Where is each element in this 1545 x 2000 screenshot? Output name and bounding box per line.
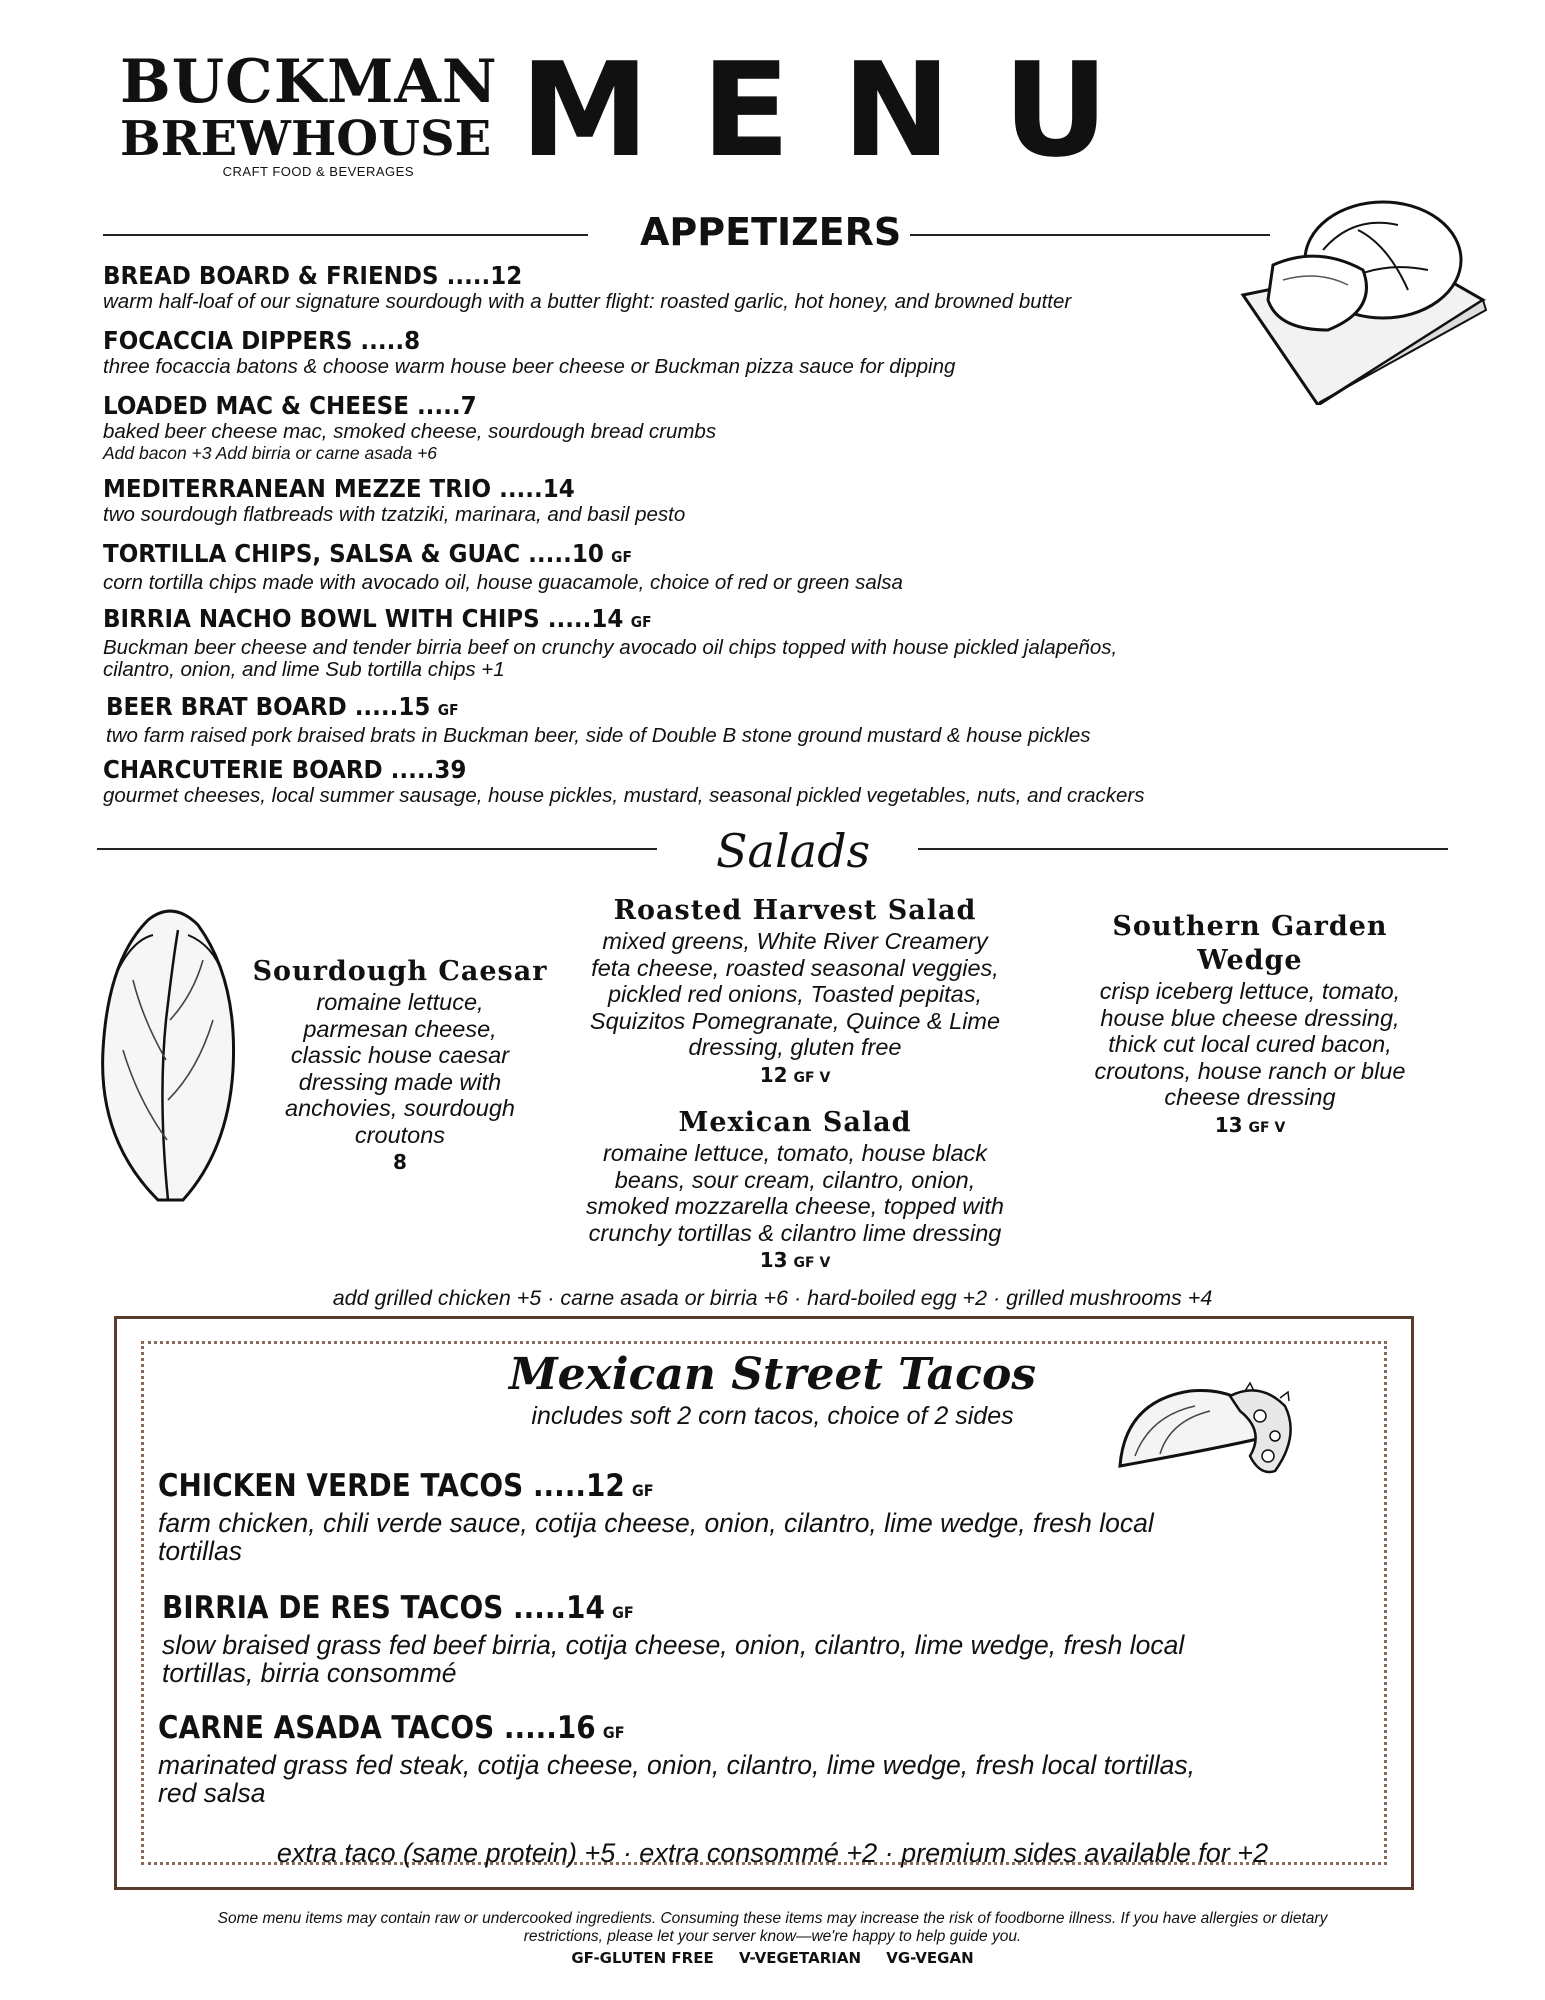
diet-tags: GF V <box>793 1069 831 1086</box>
gluten-free-tag: GF <box>631 1481 654 1500</box>
divider <box>910 234 1270 236</box>
appetizer-item <box>103 391 1283 463</box>
taco-item <box>158 1710 1358 1807</box>
salad-name: Sourdough Caesar <box>252 956 548 987</box>
item-description: two sourdough flatbreads with tzatziki, marinara, and basil pesto <box>103 503 686 526</box>
item-description: slow braised grass fed beef birria, cotija cheese, onion, cilantro, lime wedge, fresh local <box>162 1630 1185 1660</box>
divider <box>918 848 1448 850</box>
legend-gluten-free: GF-GLUTEN FREE <box>571 1949 714 1967</box>
salad-name: Wedge <box>1197 945 1303 976</box>
appetizer-item <box>103 326 1283 378</box>
gluten-free-tag: GF <box>611 548 632 566</box>
salad-name: Roasted Harvest Salad <box>613 895 977 926</box>
taco-item <box>158 1468 1358 1565</box>
logo-line-2: BREWHOUSE <box>120 111 492 167</box>
item-name: MEDITERRANEAN MEZZE TRIO .....14 <box>103 474 575 503</box>
salad-southern-garden-wedge <box>1065 910 1435 1142</box>
item-name: FOCACCIA DIPPERS .....8 <box>103 326 421 355</box>
logo-tagline: CRAFT FOOD & BEVERAGES <box>222 164 414 179</box>
item-name: BEER BRAT BOARD .....15 GF <box>106 692 459 721</box>
gluten-free-tag: GF <box>437 701 459 719</box>
legend-vegan: VG-VEGAN <box>886 1949 974 1967</box>
salad-price: 8 <box>393 1150 407 1174</box>
legend-vegetarian: V-VEGETARIAN <box>738 1949 862 1967</box>
item-description: three focaccia batons & choose warm house beer cheese or Buckman pizza sauce for dipping <box>103 355 956 378</box>
item-description: tortillas <box>158 1536 242 1566</box>
salad-name: Southern Garden <box>1112 911 1388 942</box>
item-addons: Add bacon +3 Add birria or carne asada +6 <box>103 443 438 463</box>
salad-description: romaine lettuce, <box>316 989 484 1015</box>
salads-heading: Salads <box>716 824 871 878</box>
appetizer-item <box>103 474 1283 526</box>
item-name: BIRRIA NACHO BOWL WITH CHIPS .....14 GF <box>103 604 652 633</box>
taco-extras: extra taco (same protein) +5 · extra consommé +2 · premium sides available for +2 <box>276 1838 1269 1868</box>
item-name: CARNE ASADA TACOS .....16 GF <box>158 1710 625 1746</box>
salad-description: anchovies, sourdough <box>285 1095 515 1121</box>
salad-description: smoked mozzarella cheese, topped with <box>586 1193 1004 1219</box>
salad-description: beans, sour cream, cilantro, onion, <box>614 1166 976 1193</box>
item-name: TORTILLA CHIPS, SALSA & GUAC .....10 GF <box>103 539 632 568</box>
romaine-lettuce-illustration <box>88 900 248 1210</box>
appetizer-item <box>103 755 1283 807</box>
salad-price: 13 GF V <box>1214 1112 1286 1137</box>
salad-price: 12 GF V <box>759 1062 831 1087</box>
salad-mexican <box>555 1106 1035 1277</box>
salad-addons: add grilled chicken +5 · carne asada or birria +6 · hard-boiled egg +2 · grilled mushrooms +4 <box>332 1286 1213 1310</box>
salad-description: parmesan cheese, <box>303 1015 497 1042</box>
item-description: red salsa <box>158 1778 266 1808</box>
salad-description: dressing made with <box>298 1068 502 1095</box>
tacos-title: Mexican Street Tacos <box>508 1349 1037 1400</box>
item-name: BREAD BOARD & FRIENDS .....12 <box>103 261 523 290</box>
item-description: corn tortilla chips made with avocado oil, house guacamole, choice of red or green salsa <box>103 571 903 594</box>
salad-description: croutons <box>354 1121 446 1148</box>
salad-roasted-harvest <box>555 894 1035 1092</box>
item-name: BIRRIA DE RES TACOS .....14 GF <box>162 1590 634 1626</box>
salad-description: croutons, house ranch or blue <box>1094 1057 1406 1084</box>
item-name: CHICKEN VERDE TACOS .....12 GF <box>158 1468 654 1504</box>
gluten-free-tag: GF <box>612 1603 634 1622</box>
salad-description: romaine lettuce, tomato, house black <box>602 1140 988 1166</box>
appetizer-item <box>103 261 1283 313</box>
salad-description: crisp iceberg lettuce, tomato, <box>1099 978 1401 1004</box>
tacos-subtitle: includes soft 2 corn tacos, choice of 2 sides <box>531 1402 1014 1430</box>
salad-description: classic house caesar <box>290 1042 510 1068</box>
salad-description: Squizitos Pomegranate, Quince & Lime <box>589 1007 1001 1034</box>
appetizer-item <box>103 539 1283 594</box>
gluten-free-tag: GF <box>630 613 652 631</box>
item-description: tortillas, birria consommé <box>162 1658 457 1688</box>
divider <box>97 848 657 850</box>
item-description: gourmet cheeses, local summer sausage, house pickles, mustard, seasonal pickled vegetables, nuts, and crackers <box>103 784 1145 807</box>
item-name: CHARCUTERIE BOARD .....39 <box>103 755 467 784</box>
salad-description: mixed greens, White River Creamery <box>602 928 988 954</box>
salad-description: pickled red onions, Toasted pepitas, <box>607 981 983 1007</box>
appetizers-heading: APPETIZERS <box>640 210 902 254</box>
appetizer-item <box>106 692 1286 747</box>
logo-line-1: BUCKMAN <box>120 47 498 117</box>
disclaimer-line: Some menu items may contain raw or undercooked ingredients. Consuming these items may increase the risk of foodborne illness. If you have allergies or dietary <box>217 1910 1328 1927</box>
disclaimer <box>100 1910 1445 1946</box>
item-description: cilantro, onion, and lime Sub tortilla chips +1 <box>103 658 505 681</box>
gluten-free-tag: GF <box>602 1723 625 1742</box>
appetizer-item <box>103 604 1283 681</box>
salad-name: Mexican Salad <box>678 1107 912 1138</box>
menu-title: MENU <box>520 34 1161 186</box>
salad-description: crunchy tortillas & cilantro lime dressing <box>588 1219 1002 1246</box>
item-description: Buckman beer cheese and tender birria beef on crunchy avocado oil chips topped with house pickled jalapeños, <box>103 636 1118 659</box>
disclaimer-line: restrictions, please let your server know—we're happy to help guide you. <box>523 1928 1022 1945</box>
diet-tags: GF V <box>793 1255 831 1271</box>
diet-legend <box>0 1949 1545 1967</box>
salad-description: dressing, gluten free <box>688 1034 902 1060</box>
item-description: two farm raised pork braised brats in Buckman beer, side of Double B stone ground mustard & house pickles <box>106 724 1091 747</box>
diet-tags: GF V <box>1248 1119 1286 1136</box>
salad-price: 13 GF V <box>759 1248 831 1272</box>
logo <box>120 47 498 200</box>
item-description: warm half-loaf of our signature sourdough with a butter flight: roasted garlic, hot honey, and browned butter <box>103 290 1072 313</box>
divider <box>103 234 588 236</box>
item-description: marinated grass fed steak, cotija cheese, onion, cilantro, lime wedge, fresh local tortillas, <box>158 1750 1195 1780</box>
item-description: baked beer cheese mac, smoked cheese, sourdough bread crumbs <box>103 420 717 443</box>
salad-description: feta cheese, roasted seasonal veggies, <box>591 954 999 981</box>
salad-description: house blue cheese dressing, <box>1100 1004 1400 1031</box>
salad-description: thick cut local cured bacon, <box>1108 1031 1392 1057</box>
item-description: farm chicken, chili verde sauce, cotija cheese, onion, cilantro, lime wedge, fresh local <box>158 1508 1154 1538</box>
salad-sourdough-caesar <box>250 955 550 1176</box>
item-name: LOADED MAC & CHEESE .....7 <box>103 391 477 420</box>
taco-item <box>162 1590 1362 1687</box>
salad-description: cheese dressing <box>1164 1084 1336 1110</box>
